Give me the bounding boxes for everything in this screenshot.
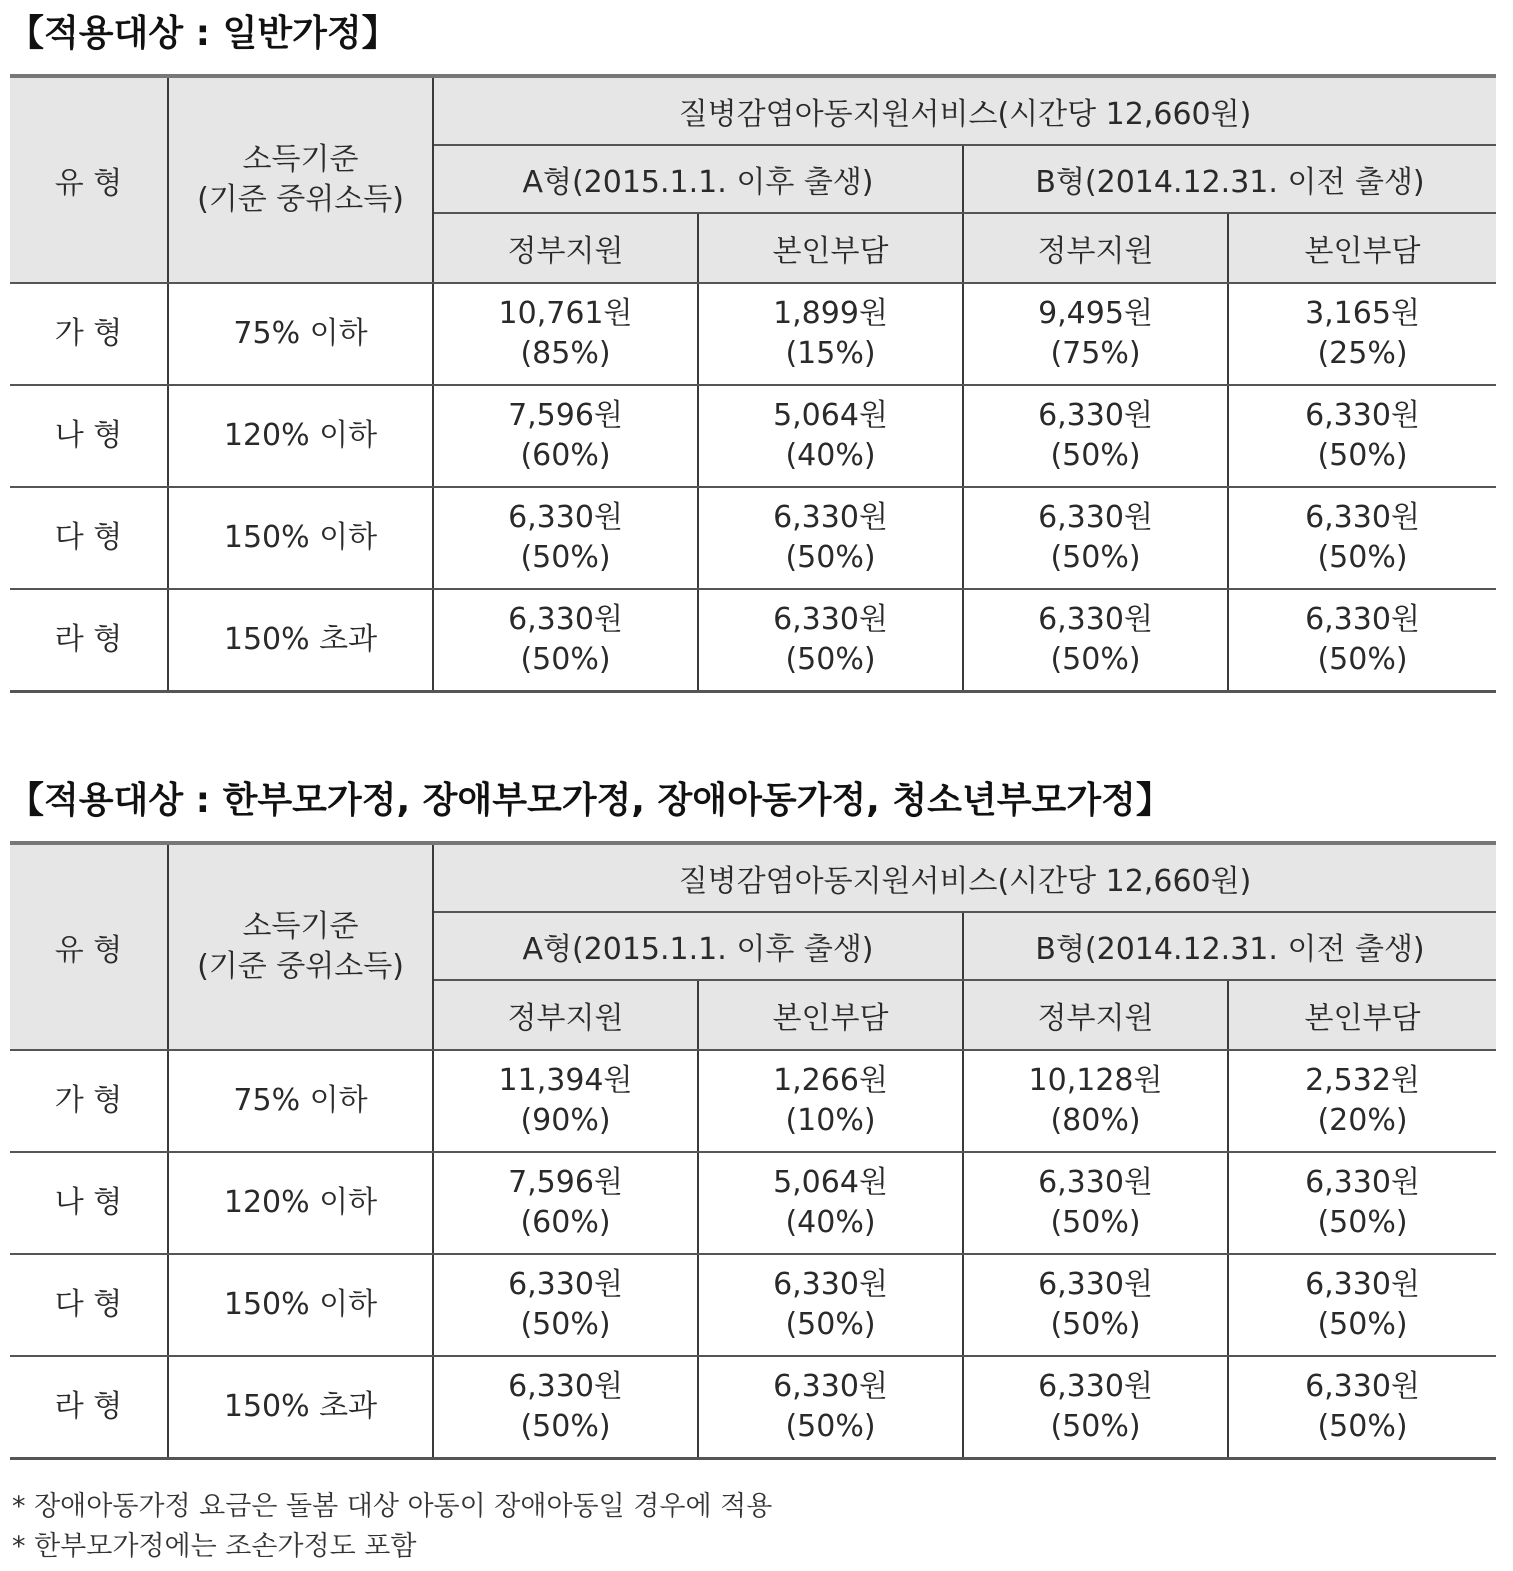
header-b-self: 본인부담 [1228,980,1496,1050]
percent: (50%) [785,540,876,575]
amount: 6,330원 [1038,1267,1153,1302]
table-row [10,1050,1496,1152]
amount: 6,330원 [1305,1267,1420,1302]
percent: (60%) [520,1205,611,1240]
cell-a-gov [433,1254,698,1356]
row-criteria: 75% 이하 [168,283,433,385]
cell-b-gov [963,1050,1228,1152]
percent: (85%) [520,336,611,371]
percent: (50%) [1317,1307,1408,1342]
row-type: 라 형 [10,1356,168,1459]
cell-a-gov [433,1356,698,1459]
amount: 2,532원 [1305,1063,1420,1098]
percent: (50%) [1317,642,1408,677]
percent: (50%) [1317,1205,1408,1240]
percent: (40%) [785,438,876,473]
rate-table-special [10,841,1496,1460]
percent: (60%) [520,438,611,473]
amount: 6,330원 [1305,500,1420,535]
row-criteria: 150% 초과 [168,589,433,692]
cell-a-self [698,1356,963,1459]
amount: 1,266원 [773,1063,888,1098]
amount: 6,330원 [773,500,888,535]
header-a-self: 본인부담 [698,980,963,1050]
section-title-general: 【적용대상 : 일반가정】 [8,13,398,54]
cell-b-gov [963,487,1228,589]
cell-b-gov [963,1152,1228,1254]
amount: 6,330원 [1305,1165,1420,1200]
amount: 6,330원 [773,1267,888,1302]
cell-b-gov [963,589,1228,692]
percent: (15%) [785,336,876,371]
row-type: 나 형 [10,1152,168,1254]
header-group-b: B형(2014.12.31. 이전 출생) [963,912,1496,980]
table-row [10,283,1496,385]
row-type: 다 형 [10,487,168,589]
table-row [10,589,1496,692]
amount: 6,330원 [1038,1369,1153,1404]
table-row [10,1356,1496,1459]
row-criteria: 150% 이하 [168,1254,433,1356]
header-a-gov: 정부지원 [433,213,698,283]
amount: 6,330원 [508,1267,623,1302]
header-a-self: 본인부담 [698,213,963,283]
table-row [10,385,1496,487]
header-group-b: B형(2014.12.31. 이전 출생) [963,145,1496,213]
percent: (20%) [1317,1103,1408,1138]
table-row [10,1152,1496,1254]
amount: 6,330원 [508,500,623,535]
footnote: * 장애아동가정 요금은 돌봄 대상 아동이 장애아동일 경우에 적용 [12,1491,773,1522]
percent: (50%) [785,1307,876,1342]
section-title-special: 【적용대상 : 한부모가정, 장애부모가정, 장애아동가정, 청소년부모가정】 [8,780,1172,821]
percent: (90%) [520,1103,611,1138]
amount: 6,330원 [773,1369,888,1404]
header-criteria-line1: 소득기준 [242,142,359,177]
amount: 6,330원 [508,1369,623,1404]
cell-b-self [1228,1356,1496,1459]
cell-a-self [698,589,963,692]
cell-b-gov [963,283,1228,385]
footnote: * 한부모가정에는 조손가정도 포함 [12,1531,417,1562]
header-type: 유 형 [10,843,168,1050]
header-service: 질병감염아동지원서비스(시간당 12,660원) [433,76,1496,145]
percent: (80%) [1050,1103,1141,1138]
cell-b-gov [963,1254,1228,1356]
cell-a-self [698,385,963,487]
header-criteria-line2: (기준 중위소득) [197,949,404,984]
row-criteria: 150% 초과 [168,1356,433,1459]
cell-a-gov [433,1152,698,1254]
cell-a-self [698,487,963,589]
percent: (50%) [1050,1409,1141,1444]
percent: (50%) [785,642,876,677]
amount: 6,330원 [1305,1369,1420,1404]
percent: (50%) [1050,642,1141,677]
amount: 5,064원 [773,1165,888,1200]
table-row [10,1254,1496,1356]
cell-a-gov [433,589,698,692]
amount: 7,596원 [508,1165,623,1200]
header-group-a: A형(2015.1.1. 이후 출생) [433,145,963,213]
amount: 6,330원 [773,602,888,637]
header-group-a: A형(2015.1.1. 이후 출생) [433,912,963,980]
cell-b-self [1228,1254,1496,1356]
amount: 7,596원 [508,398,623,433]
header-b-gov: 정부지원 [963,980,1228,1050]
percent: (50%) [520,1307,611,1342]
row-type: 나 형 [10,385,168,487]
cell-b-gov [963,385,1228,487]
header-b-self: 본인부담 [1228,213,1496,283]
amount: 6,330원 [1038,602,1153,637]
header-criteria-line2: (기준 중위소득) [197,182,404,217]
cell-b-self [1228,385,1496,487]
amount: 6,330원 [1038,398,1153,433]
amount: 6,330원 [1038,500,1153,535]
header-service: 질병감염아동지원서비스(시간당 12,660원) [433,843,1496,912]
header-criteria-line1: 소득기준 [242,909,359,944]
row-type: 라 형 [10,589,168,692]
cell-a-self [698,1050,963,1152]
percent: (10%) [785,1103,876,1138]
row-type: 가 형 [10,1050,168,1152]
percent: (50%) [1317,1409,1408,1444]
amount: 11,394원 [498,1063,633,1098]
percent: (50%) [520,540,611,575]
percent: (50%) [1050,438,1141,473]
cell-b-self [1228,283,1496,385]
row-criteria: 120% 이하 [168,385,433,487]
cell-a-gov [433,283,698,385]
amount: 10,128원 [1028,1063,1163,1098]
amount: 9,495원 [1038,296,1153,331]
amount: 6,330원 [508,602,623,637]
header-income-criteria [168,843,433,1050]
header-type: 유 형 [10,76,168,283]
amount: 3,165원 [1305,296,1420,331]
amount: 5,064원 [773,398,888,433]
header-b-gov: 정부지원 [963,213,1228,283]
cell-b-self [1228,1050,1496,1152]
cell-a-gov [433,385,698,487]
percent: (50%) [1050,540,1141,575]
cell-a-gov [433,1050,698,1152]
table-row [10,487,1496,589]
percent: (50%) [520,642,611,677]
amount: 1,899원 [773,296,888,331]
rate-table-general [10,74,1496,693]
cell-b-self [1228,589,1496,692]
row-type: 다 형 [10,1254,168,1356]
percent: (50%) [785,1409,876,1444]
percent: (75%) [1050,336,1141,371]
cell-a-self [698,1254,963,1356]
row-type: 가 형 [10,283,168,385]
header-income-criteria [168,76,433,283]
cell-a-self [698,1152,963,1254]
cell-a-self [698,283,963,385]
percent: (40%) [785,1205,876,1240]
header-a-gov: 정부지원 [433,980,698,1050]
amount: 6,330원 [1305,398,1420,433]
row-criteria: 150% 이하 [168,487,433,589]
percent: (50%) [1317,438,1408,473]
percent: (50%) [520,1409,611,1444]
amount: 10,761원 [498,296,633,331]
percent: (50%) [1050,1307,1141,1342]
amount: 6,330원 [1305,602,1420,637]
percent: (50%) [1050,1205,1141,1240]
cell-b-self [1228,1152,1496,1254]
percent: (25%) [1317,336,1408,371]
cell-a-gov [433,487,698,589]
row-criteria: 120% 이하 [168,1152,433,1254]
cell-b-self [1228,487,1496,589]
row-criteria: 75% 이하 [168,1050,433,1152]
percent: (50%) [1317,540,1408,575]
cell-b-gov [963,1356,1228,1459]
footnotes [12,1487,772,1567]
amount: 6,330원 [1038,1165,1153,1200]
